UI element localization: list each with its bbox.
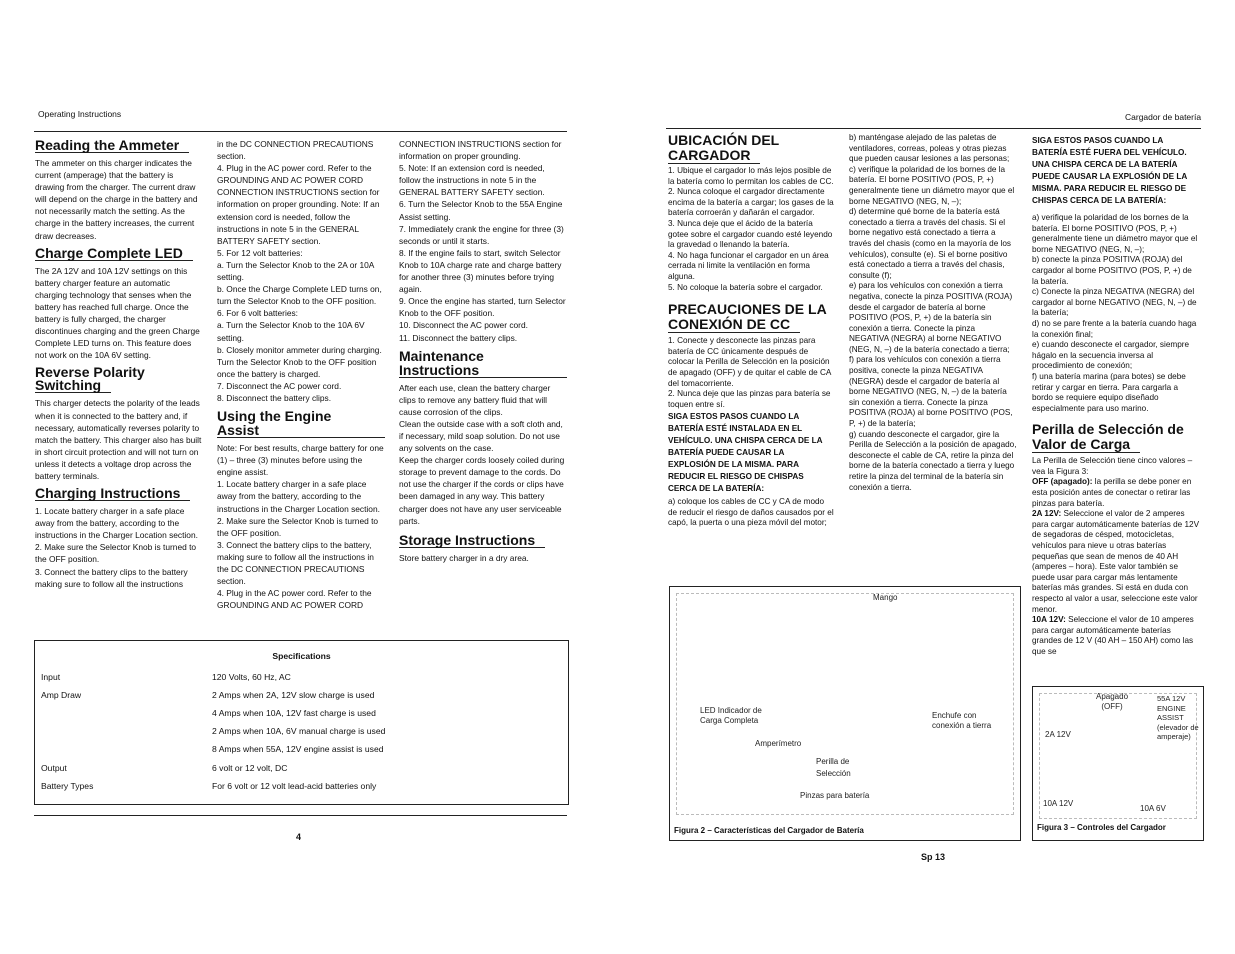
text-reverse-polarity: This charger detects the polarity of the leads when it is connected to the battery and, if necessary, automatically reverses polarity to match the battery. This charger also has built in short circuit protection and will not turn on unless it detects a voltage drop across the battery terminals.	[35, 398, 202, 481]
list-item: e) para los vehículos con conexión a tierra negativa, conecte la pinza POSITIVA (ROJA) desde el cargador de batería al borne POSITIVO (POS, P, +) de la batería sin conexión a tierra. Conecte la pinza NEGATIVA (NEGRA) al borne NEGATIVO (NEG, N, –) de la batería conectado a tierra;	[849, 281, 1013, 354]
list-item: 4. No haga funcionar el cargador en un área cerrada ni limite la ventilación en forma alguna.	[668, 250, 829, 281]
text-charge-complete-led: The 2A 12V and 10A 12V settings on this battery charger feature an automatic charging technology that senses when the battery has reached full charge. Once the battery is fully charged, the charger discontinues charging and the green Charge Complete LED turns on. This feature does not work on the 10A 6V setting.	[35, 265, 200, 361]
heading-charge-complete-led: Charge Complete LED	[35, 246, 203, 261]
specifications-table	[34, 640, 569, 805]
list-item: 3. Connect the battery clips to the battery making sure to follow all the instructions	[35, 566, 188, 589]
charging-steps-continued	[217, 138, 385, 404]
warning-outside: SIGA ESTOS PASOS CUANDO LA BATERÍA ESTÉ FUERA DEL VEHÍCULO. UNA CHISPA CERCA DE LA BATERÍA PUEDE CAUSAR LA EXPLOSIÓN DE LA MISMA. PARA REDUCIR EL RIESGO DE CHISPAS CERCA DE LA BATERÍA:	[1032, 136, 1187, 205]
list-item: 5. For 12 volt batteries:	[217, 247, 303, 258]
text-perilla-off: OFF (apagado): la perilla se debe poner en esta posición antes de conectar o retirar las pinzas para batería.	[1032, 477, 1192, 508]
label-55a: 55A 12V ENGINE ASSIST (elevador de amperaje)	[1157, 694, 1199, 741]
heading-reverse-polarity: Reverse Polarity Switching	[35, 364, 145, 394]
text-perilla-10a: 10A 12V: Seleccione el valor de 10 amperes para cargar automáticamente baterías grandes de 12 V (40 AH – 150 AH) como las que se	[1032, 615, 1194, 656]
header-rule-right	[666, 128, 1201, 129]
list-item: Keep the charger cords loosely coiled during storage to prevent damage to the cords. Do not use the charger if the cords or clips have been damaged in any way. This battery charger does not have any user serviceable parts.	[399, 455, 565, 526]
right-column-2	[849, 133, 1017, 493]
text-storage: Store battery charger in a dry area.	[399, 552, 529, 563]
heading-precauciones: PRECAUCIONES DE LA CONEXIÓN DE CC	[668, 301, 827, 333]
list-item: After each use, clean the battery charger clips to remove any battery fluid that will cause corrosion of the clips.	[399, 382, 551, 417]
list-item: 4. Plug in the AC power cord. Refer to the GROUNDING AND AC POWER CORD	[217, 588, 372, 611]
list-item: CONNECTION INSTRUCTIONS section for information on proper grounding.	[399, 139, 562, 162]
left-column-3	[399, 138, 567, 567]
right-column-3	[1032, 135, 1200, 658]
list-item: d) no se pare frente a la batería cuando haga la conexión final;	[1032, 318, 1197, 339]
heading-storage: Storage Instructions	[399, 533, 567, 548]
text-perilla-2a: 2A 12V: Seleccione el valor de 2 amperes para cargar automáticamente baterías de 12V de segadoras de césped, motocicletas, vehículos para nieve u otras baterías pequeñas que sean de menos de 40 AH (amperes – hora). Este valor también se puede usar para cargar más lentamente baterías más grandes. Si está en duda con respecto al valor a usar, seleccione este valor menor.	[1032, 509, 1200, 614]
left-column-2	[217, 138, 385, 611]
list-item: 1. Ubique el cargador lo más lejos posible de la batería como lo permitan los cables de CC.	[668, 166, 834, 186]
label-amperimetro: Amperímetro	[755, 739, 802, 748]
text-precauciones-a: a) coloque los cables de CC y CA de modo de reducir el riesgo de daños causados por el capó, la puerta o una pieza móvil del motor;	[668, 497, 834, 528]
list-item: a. Turn the Selector Knob to the 10A 6V setting.	[217, 320, 365, 343]
list-item: 5. Note: If an extension cord is needed, follow the instructions in note 5 in the GENERAL BATTERY SAFETY section.	[399, 163, 545, 198]
heading-maintenance: Maintenance Instructions	[399, 349, 567, 378]
table-row: Amp Draw 2 Amps when 2A, 12V slow charge is used	[41, 690, 375, 700]
heading-perilla: Perilla de Selección de Valor de Carga	[1032, 421, 1184, 453]
warning-installed: SIGA ESTOS PASOS CUANDO LA BATERÍA ESTÉ INSTALADA EN EL VEHÍCULO. UNA CHISPA CERCA DE LA BATERÍA PUEDE CAUSAR LA EXPLOSIÓN DE LA MISMA. PARA REDUCIR EL RIESGO DE CHISPAS CERCA DE LA BATERÍA:	[668, 412, 823, 494]
table-row: 2 Amps when 10A, 6V manual charge is used	[212, 726, 386, 736]
list-item: 5. No coloque la batería sobre el cargador.	[668, 282, 823, 292]
left-column-1	[35, 138, 203, 590]
page-number-right: Sp 13	[921, 852, 946, 862]
label-10a-6v: 10A 6V	[1140, 804, 1166, 813]
table-row: Output 6 volt or 12 volt, DC	[41, 763, 288, 773]
text-reading-ammeter: The ammeter on this charger indicates the current (amperage) that the battery is drawing from the charger. The current draw will depend on the charge in the battery and not necessarily match the setting. As the charge in the battery increases, the current draw decreases.	[35, 158, 198, 241]
heading-ubicacion: UBICACIÓN DEL CARGADOR	[668, 132, 780, 163]
label-pinzas: Pinzas para batería	[800, 791, 870, 800]
table-row: 8 Amps when 55A, 12V engine assist is used	[212, 744, 384, 754]
list-item: c) verifique la polaridad de los bornes de la batería. El borne POSITIVO (POS, P, +) generalmente tiene un diámetro mayor que el borne NEGATIVO (NEG, N, –);	[849, 164, 1015, 206]
table-row: Battery Types For 6 volt or 12 volt lead-acid batteries only	[41, 781, 377, 791]
list-item: 8. Disconnect the battery clips.	[217, 392, 332, 403]
list-item: c) Conecte la pinza NEGATIVA (NEGRA) del cargador al borne NEGATIVO (NEG, N, –) de la batería;	[1032, 287, 1197, 318]
list-item: 9. Once the engine has started, turn Selector Knob to the OFF position.	[399, 296, 566, 319]
header-rule-left	[34, 131, 567, 132]
list-item: Clean the outside case with a soft cloth and, if necessary, mild soap solution. Do not use any solvents on the case.	[399, 418, 563, 454]
maintenance-text	[399, 382, 567, 527]
running-head-left: Operating Instructions	[38, 109, 122, 119]
list-item: 6. For 6 volt batteries:	[217, 308, 298, 319]
list-item: 1. Locate battery charger in a safe place away from the battery, according to the instructions in the Charger Location section.	[217, 479, 380, 514]
label-enchufe: Enchufe con conexión a tierra	[932, 711, 992, 730]
engine-assist-steps	[217, 442, 385, 611]
list-item: 4. Plug in the AC power cord. Refer to the GROUNDING AND AC POWER CORD CONNECTION INSTRUCTIONS section for information on proper grounding. Note: If an extension cord is needed, follow the instructions in note 5 in the GENERAL BATTERY SAFETY section.	[217, 163, 380, 246]
list-item: 1. Conecte y desconecte las pinzas para batería de CC únicamente después de colocar la Perilla de Selección en la posición de apagado (OFF) y de quitar el cable de CA del tomacorriente.	[668, 336, 831, 388]
list-item: 3. Connect the battery clips to the battery, making sure to follow all the instructions in the DC CONNECTION PRECAUTIONS section.	[217, 539, 374, 587]
heading-engine-assist: Using the Engine Assist	[217, 409, 385, 438]
label-mango: Mango	[873, 593, 898, 602]
list-item: f) para los vehículos con conexión a tierra positiva, conecte la pinza NEGATIVA (NEGRA) desde el cargador de batería al borne NEGATIVO (NEG, N, –) de la batería sin conexión a tierra. Conecte la pinza POSITIVA (ROJA) al borne POSITIVO (POS, P, +) de la batería;	[849, 355, 1013, 429]
list-item: 2. Nunca deje que las pinzas para batería se toquen entre sí.	[668, 389, 831, 409]
figure-2-caption: Figura 2 – Características del Cargador de Batería	[674, 826, 864, 835]
list-item: 11. Disconnect the battery clips.	[399, 332, 518, 343]
page-number-left: 4	[296, 832, 302, 842]
label-perilla: Perilla de Selección	[816, 757, 851, 778]
heading-reading-ammeter: Reading the Ammeter	[35, 138, 203, 153]
list-item: g) cuando desconecte el cargador, gire la Perilla de Selección a la posición de apagado, desconecte el cable de CA, retire la pinza del borne de la batería conectado a tierra y luego retire la pinza del terminal de la batería sin conexión a tierra.	[849, 429, 1017, 492]
list-item: d) determine qué borne de la batería está conectado a tierra a través del chasis. Si el borne negativo está conectado a tierra a través del chasis (como en la mayoría de los vehículos), consulte (e). Si el borne positivo está conectado a tierra a través del chasis, consulte (f);	[849, 207, 1012, 280]
list-item: f) una batería marina (para botes) se debe retirar y cargar en tierra. Para cargarla a bordo se requiere equipo diseñado especialmente para uso marino.	[1032, 371, 1186, 413]
table-row: Input 120 Volts, 60 Hz, AC	[41, 672, 291, 682]
engine-assist-steps-continued	[399, 138, 567, 344]
table-row: 4 Amps when 10A, 12V fast charge is used	[212, 708, 376, 718]
list-item: b) conecte la pinza POSITIVA (ROJA) del cargador al borne POSITIVO (POS, P, +) de la batería.	[1032, 255, 1192, 286]
list-item: 3. Nunca deje que el ácido de la batería gotee sobre el cargador cuando esté leyendo la gravedad o llenando la batería.	[668, 218, 833, 250]
list-item: b. Closely monitor ammeter during charging. Turn the Selector Knob to the OFF position once the battery is charged.	[217, 344, 382, 379]
label-apagado: Apagado (OFF)	[1095, 692, 1129, 711]
list-item: 10. Disconnect the AC power cord.	[399, 320, 528, 331]
list-item: b. Once the Charge Complete LED turns on, turn the Selector Knob to the OFF position.	[217, 284, 382, 307]
heading-charging-instructions: Charging Instructions	[35, 486, 203, 501]
label-10a-12v: 10A 12V	[1043, 799, 1074, 808]
charger-illustration-area	[676, 593, 1014, 815]
list-item: a. Turn the Selector Knob to the 2A or 10A setting.	[217, 259, 374, 283]
list-item: Note: For best results, charge battery for one (1) – three (3) minutes before using the engine assist.	[217, 443, 384, 478]
list-item: 2. Make sure the Selector Knob is turned to the OFF position.	[35, 542, 197, 565]
list-item: 7. Immediately crank the engine for three (3) seconds or until it starts.	[399, 223, 564, 246]
list-item: b) manténgase alejado de las paletas de ventiladores, correas, poleas y otras piezas que pueden causar lesiones a las personas;	[849, 133, 1010, 164]
list-item: 7. Disconnect the AC power cord.	[217, 380, 342, 391]
specifications-title: Specifications	[272, 651, 331, 661]
text-perilla-intro: La Perilla de Selección tiene cinco valores – vea la Figura 3:	[1032, 456, 1193, 476]
right-column-1	[668, 133, 834, 532]
figure-3-caption: Figura 3 – Controles del Cargador	[1037, 823, 1166, 832]
list-item: 8. If the engine fails to start, switch Selector Knob to 10A charge rate and charge battery for another three (3) minutes before trying again.	[399, 247, 562, 295]
list-item: a) verifique la polaridad de los bornes de la batería. El borne POSITIVO (POS, P, +) generalmente tiene un diámetro mayor que el borne NEGATIVO (NEG, N, –);	[1032, 213, 1198, 254]
label-led: LED Indicador de Carga Completa	[700, 706, 762, 725]
list-item: 2. Nunca coloque el cargador directamente encima de la batería a cargar; los gases de la batería corroerán y dañarán el cargador.	[668, 187, 834, 218]
list-item: e) cuando desconecte el cargador, siempre hágalo en la secuencia inversa al procedimiento de conexión;	[1032, 340, 1190, 371]
footer-rule-left	[34, 815, 567, 816]
figure-3	[1032, 686, 1204, 841]
figure-2	[669, 586, 1021, 841]
running-head-right: Cargador de batería	[1125, 112, 1202, 122]
precauciones-list	[668, 336, 834, 410]
ubicacion-list	[668, 166, 834, 293]
list-item: in the DC CONNECTION PRECAUTIONS section.	[217, 139, 374, 162]
charging-instructions-list	[35, 505, 203, 590]
list-item: 1. Locate battery charger in a safe place away from the battery, according to the instructions in the Charger Location section.	[35, 506, 198, 541]
label-2a-12v: 2A 12V	[1045, 730, 1071, 739]
list-item: 6. Turn the Selector Knob to the 55A Engine Assist setting.	[399, 199, 563, 222]
list-item: 2. Make sure the Selector Knob is turned to the OFF position.	[217, 515, 379, 538]
